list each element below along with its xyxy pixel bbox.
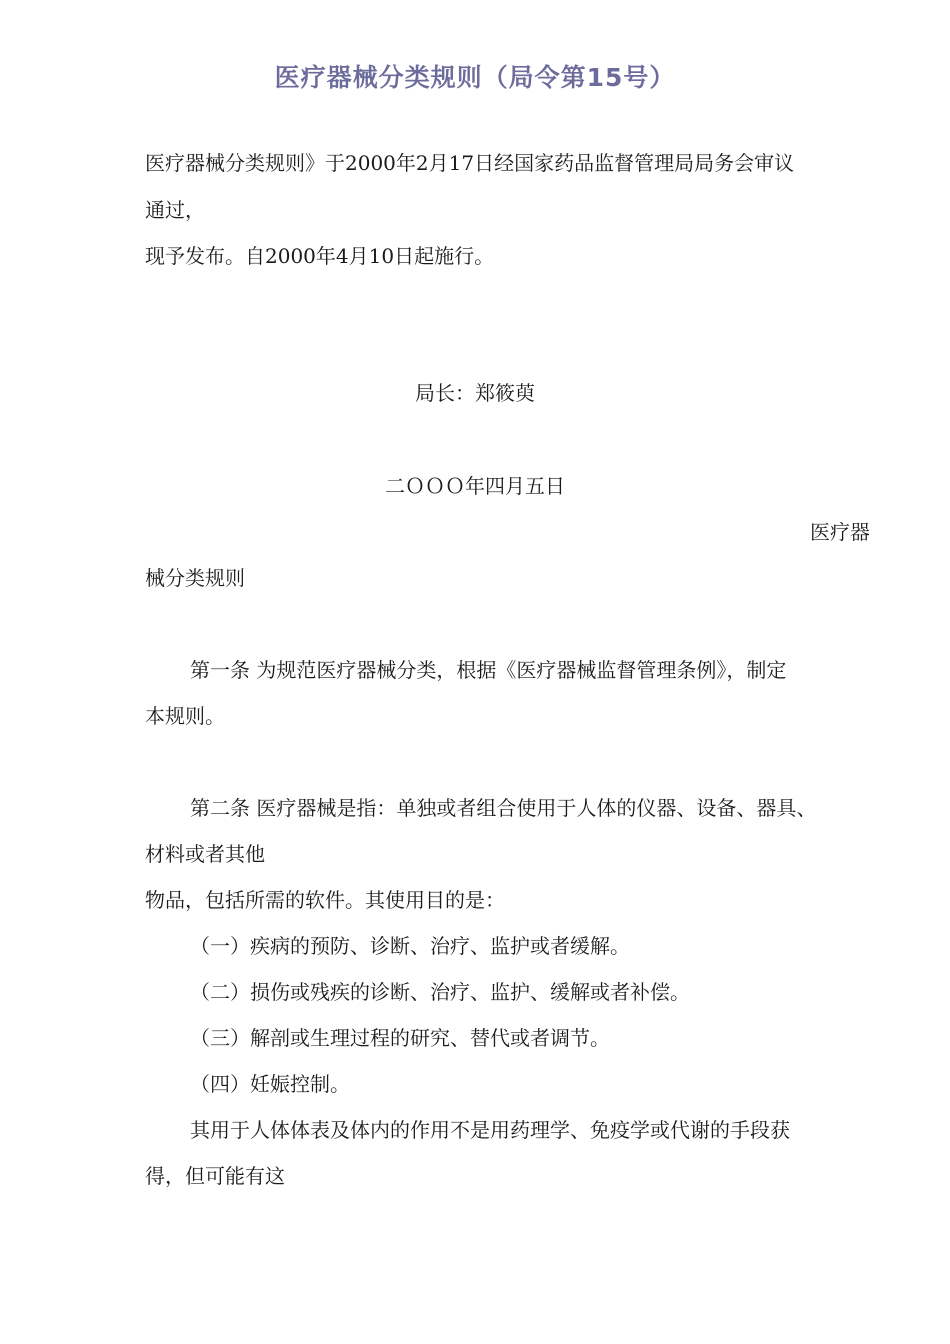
signature-line: 局长：郑筱萸 [415,381,535,405]
intro-line-2: 通过， [145,198,205,222]
list-item-1: （一）疾病的预防、诊断、治疗、监护或者缓解。 [190,934,630,958]
article-2-continuation-line-1: 其用于人体体表及体内的作用不是用药理学、免疫学或代谢的手段获 [190,1118,790,1142]
list-item-4: （四）妊娠控制。 [190,1072,350,1096]
article-1-line-2: 本规则。 [145,704,225,728]
article-2-line-1: 第二条 医疗器械是指：单独或者组合使用于人体的仪器、设备、器具、 [190,796,817,820]
list-item-3: （三）解剖或生理过程的研究、替代或者调节。 [190,1026,610,1050]
date-line: 二ＯＯＯ年四月五日 [385,474,565,498]
rules-heading-part-1: 医疗器 [810,520,870,544]
article-2-line-2: 材料或者其他 [145,842,265,866]
intro-line-1: 医疗器械分类规则》于2000年2月17日经国家药品监督管理局局务会审议 [145,151,795,175]
list-item-2: （二）损伤或残疾的诊断、治疗、监护、缓解或者补偿。 [190,980,690,1004]
article-1-line-1: 第一条 为规范医疗器械分类，根据《医疗器械监督管理条例》，制定 [190,658,787,682]
article-2-line-3: 物品，包括所需的软件。其使用目的是： [145,888,505,912]
document-title: 医疗器械分类规则（局令第15号） [274,63,676,92]
intro-line-3: 现予发布。自2000年4月10日起施行。 [145,244,495,268]
rules-heading-part-2: 械分类规则 [145,566,245,590]
article-2-continuation-line-2: 得，但可能有这 [145,1164,285,1188]
